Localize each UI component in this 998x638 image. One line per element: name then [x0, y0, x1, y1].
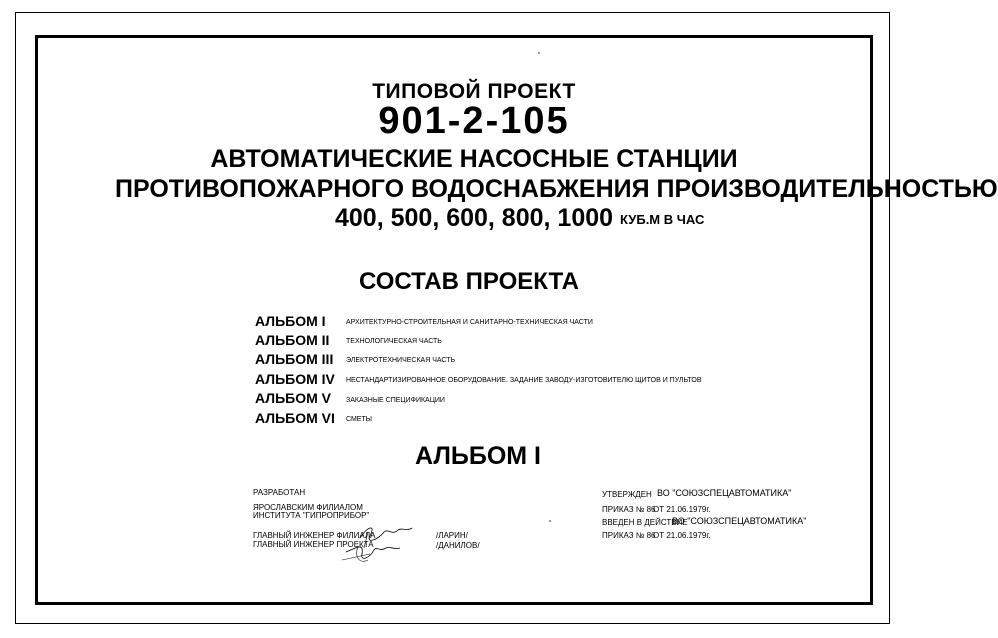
- developer-org-line1: ЯРОСЛАВСКИМ ФИЛИАЛОМ: [253, 503, 363, 512]
- scan-speck: [538, 52, 540, 54]
- developed-label: РАЗРАБОТАН: [253, 488, 306, 497]
- capacity-units: КУБ.М В ЧАС: [620, 212, 705, 227]
- capacity-values: 400, 500, 600, 800, 1000: [335, 204, 614, 232]
- signer-name-1: /ЛАРИН/: [436, 531, 468, 540]
- handwritten-signatures: [340, 518, 420, 568]
- approval-date: ОТ 21.06.1979г.: [653, 505, 711, 514]
- album-title: АЛЬБОМ I: [415, 442, 542, 470]
- enactment-order: ПРИКАЗ № 86: [602, 531, 656, 540]
- chief-project-engineer-label: ГЛАВНЫЙ ИНЖЕНЕР ПРОЕКТА: [253, 540, 374, 549]
- album-description: ЭЛЕКТРОТЕХНИЧЕСКАЯ ЧАСТЬ: [346, 357, 456, 364]
- album-description: АРХИТЕКТУРНО-СТРОИТЕЛЬНАЯ И САНИТАРНО-ТЕХНИЧЕСКАЯ ЧАСТИ: [346, 319, 593, 326]
- album-name: АЛЬБОМ I: [255, 313, 326, 329]
- project-title-line2: ПРОТИВОПОЖАРНОГО ВОДОСНАБЖЕНИЯ ПРОИЗВОДИТЕЛЬНОСТЬЮ: [115, 175, 998, 203]
- project-number: 901-2-105: [378, 100, 570, 142]
- album-description: ТЕХНОЛОГИЧЕСКАЯ ЧАСТЬ: [346, 338, 442, 345]
- album-name: АЛЬБОМ III: [255, 351, 334, 367]
- album-name: АЛЬБОМ II: [255, 332, 330, 348]
- approved-org: ВО "СОЮЗСПЕЦАВТОМАТИКА": [657, 488, 792, 498]
- album-name: АЛЬБОМ IV: [255, 371, 335, 387]
- album-description: СМЕТЫ: [346, 416, 372, 423]
- approved-label: УТВЕРЖДЕН: [602, 490, 652, 499]
- enacted-org: ВО "СОЮЗСПЕЦАВТОМАТИКА": [672, 516, 807, 526]
- album-name: АЛЬБОМ VI: [255, 410, 335, 426]
- album-description: ЗАКАЗНЫЕ СПЕЦИФИКАЦИИ: [346, 397, 445, 404]
- signer-name-2: /ДАНИЛОВ/: [436, 541, 480, 550]
- approval-order: ПРИКАЗ № 86: [602, 505, 656, 514]
- composition-heading: СОСТАВ ПРОЕКТА: [359, 268, 579, 295]
- project-type-heading: ТИПОВОЙ ПРОЕКТ: [372, 80, 576, 103]
- scan-speck: [549, 520, 551, 522]
- developer-org-line2: ИНСТИТУТА "ГИПРОПРИБОР": [253, 511, 370, 520]
- project-title-line1: АВТОМАТИЧЕСКИЕ НАСОСНЫЕ СТАНЦИИ: [210, 145, 738, 173]
- enactment-date: ОТ 21.06.1979г.: [653, 531, 711, 540]
- album-description: НЕСТАНДАРТИЗИРОВАННОЕ ОБОРУДОВАНИЕ. ЗАДАНИЕ ЗАВОДУ-ИЗГОТОВИТЕЛЮ ЩИТОВ И ПУЛЬТОВ: [346, 377, 702, 384]
- album-name: АЛЬБОМ V: [255, 390, 332, 406]
- chief-engineer-label: ГЛАВНЫЙ ИНЖЕНЕР ФИЛИАЛА: [253, 531, 376, 540]
- enacted-label: ВВЕДЕН В ДЕЙСТВИЕ: [602, 518, 688, 527]
